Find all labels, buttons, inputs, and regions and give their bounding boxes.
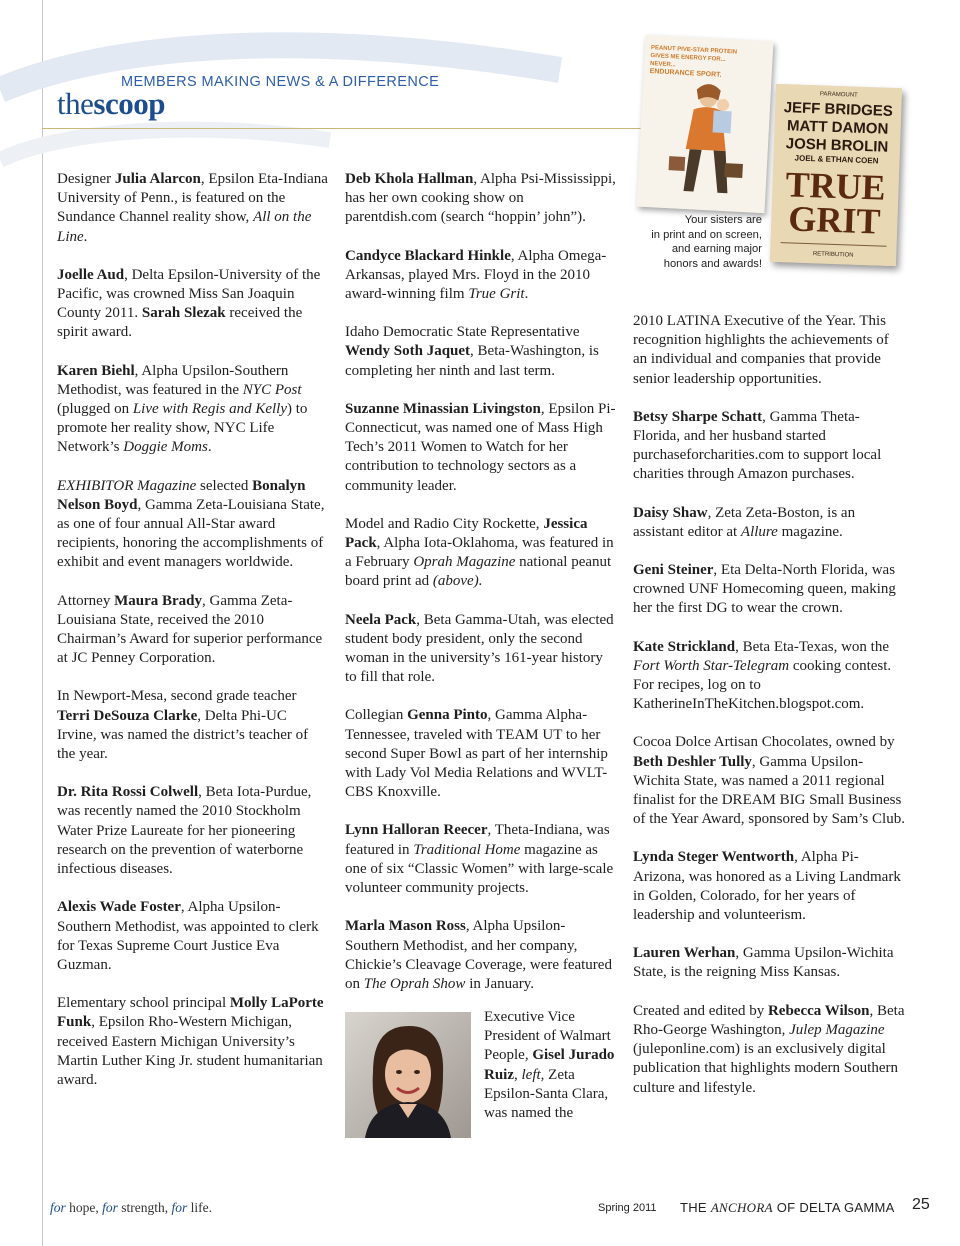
news-item — [57, 783, 329, 879]
text-run: , Beta Gamma-Utah, was elected student body president, only the second woman in the university’s 161-year history to fill that role. — [345, 611, 614, 686]
photo-caption-line: and earning major — [671, 243, 762, 255]
text-run: , Alpha Upsilon-Southern Methodist, and her company, Chickie’s Cleavage Coverage, were featured on — [345, 918, 612, 992]
text-run: selected — [196, 477, 253, 494]
member-name: Bonalyn Nelson Boyd — [57, 477, 306, 513]
member-name: Gisel Jurado Ruiz — [484, 1047, 615, 1083]
news-item — [633, 848, 905, 925]
news-item — [345, 170, 617, 228]
title-italic: left, — [521, 1066, 545, 1083]
text-run: Created and edited by — [633, 1002, 768, 1019]
news-item — [345, 821, 617, 898]
news-column-2 — [345, 170, 617, 1013]
news-item — [633, 312, 905, 389]
section-title — [57, 86, 165, 122]
ad-headline-line: PEANUT PIVE-STAR PROTEIN — [650, 45, 738, 56]
caption-text — [484, 1008, 620, 1123]
text-run: Idaho Democratic State Representative — [345, 324, 580, 341]
news-item — [345, 611, 617, 688]
news-item — [345, 917, 617, 994]
photo-caption-line: honors and awards! — [663, 257, 762, 270]
photo-caption-line: Your sisters are — [684, 214, 762, 226]
footer-mag-pre: THE — [680, 1200, 711, 1215]
text-run: , Alpha Iota-Oklahoma, was featured in a February — [345, 535, 614, 571]
tagline-for: for — [102, 1200, 118, 1215]
text-run: , Gamma Theta-Florida, and her husband started purchaseforcharities.com to support local charities through Amazon purchases. — [633, 408, 882, 483]
text-run: , Gamma Zeta-Louisiana State, as one of four annual All-Star award recipients, honoring the accomplishments of exhibit and event managers worldwide. — [57, 496, 325, 571]
member-name: Suzanne Minassian Livingston — [345, 400, 541, 417]
member-name: Terri DeSouza Clarke — [57, 707, 198, 724]
news-item — [57, 170, 329, 247]
member-name: Rebecca Wilson — [767, 1002, 870, 1019]
text-run: , Beta Iota-Purdue, was recently named the 2010 Stockholm Water Prize Laureate for her pioneering research on the prevention of waterborne infectious diseases. — [57, 784, 312, 878]
footer-magazine-name — [680, 1200, 895, 1216]
title-italic: The Oprah Show — [363, 975, 466, 992]
news-item — [57, 362, 329, 458]
tagline-strength: strength, — [117, 1200, 172, 1215]
member-name: Jessica Pack — [345, 515, 588, 552]
title-italic: Doggie Moms — [123, 439, 208, 456]
poster-actor-name: MATT DAMON — [786, 117, 889, 138]
portrait-photo-gisel-jurado-ruiz — [345, 1012, 471, 1138]
member-name: Sarah Slezak — [141, 305, 226, 322]
news-item — [633, 408, 905, 485]
ad-headline-line: ENDURANCE SPORT. — [649, 68, 722, 79]
member-name: Marla Mason Ross — [345, 918, 466, 935]
peanut-ad-magazine-photo — [637, 35, 774, 213]
text-run: (plugged on — [57, 401, 133, 418]
news-item — [633, 561, 905, 619]
text-run: magazine as one of six “Classic Women” with large-scale volunteer community projects. — [345, 841, 614, 897]
poster-title-line: GRIT — [787, 198, 882, 242]
text-run: Collegian — [345, 707, 408, 724]
member-name: Geni Steiner — [633, 562, 714, 579]
title-italic: NYC Post — [242, 381, 302, 398]
news-item — [345, 706, 617, 802]
text-run: , Beta-Washington, is completing her ninth and last term. — [345, 343, 599, 379]
text-run: , Gamma Zeta-Louisiana State, received the 2010 Chairman’s Award for superior performance at JC Penney Corporation. — [57, 592, 323, 667]
member-name: Julia Alarcon — [114, 171, 201, 187]
poster-directors: JOEL & ETHAN COEN — [794, 153, 879, 166]
member-name: Deb Khola Hallman — [345, 171, 474, 187]
tagline-for: for — [50, 1200, 66, 1215]
member-name: Kate Strickland — [633, 638, 736, 655]
text-run: , Alpha Pi-Arizona, was honored as a Living Landmark in Golden, Colorado, for her years of leadership and volunteerism. — [633, 849, 901, 924]
text-run: (juleponline.com) is an exclusively digital publication that highlights modern Southern culture and lifestyle. — [633, 1041, 898, 1096]
footer-mag-anchora: ANCHORA — [710, 1200, 773, 1215]
text-run: , Gamma Upsilon-Wichita State, is the reigning Miss Kansas. — [633, 945, 894, 981]
member-name: Candyce Blackard Hinkle — [345, 247, 511, 264]
text-run: . — [207, 439, 212, 456]
text-run: Attorney — [57, 592, 115, 609]
member-name: Daisy Shaw — [633, 504, 708, 521]
text-run: , Epsilon Rho-Western Michigan, received Eastern Michigan University’s Martin Luther King Jr. student humanitarian award. — [57, 1014, 323, 1088]
title-italic: Traditional Home — [413, 841, 521, 858]
title-italic: Live with Regis and Kelly — [132, 401, 287, 418]
member-name: Neela Pack — [345, 611, 417, 628]
text-run: In Newport-Mesa, second grade teacher — [57, 688, 297, 705]
member-name: Alexis Wade Foster — [57, 899, 181, 916]
title-italic: Julep Magazine — [789, 1021, 885, 1038]
poster-studio-text: PARAMOUNT — [819, 91, 858, 99]
member-name: Lynn Halloran Reecer — [345, 822, 488, 839]
poster-actor-name: JOSH BROLIN — [785, 135, 889, 156]
text-run: Model and Radio City Rockette, — [345, 515, 544, 532]
poster-actor-name: JEFF BRIDGES — [783, 99, 894, 120]
text-run: , Beta Eta-Texas, won the — [735, 638, 889, 655]
news-item — [57, 994, 329, 1090]
text-run: . — [83, 228, 88, 245]
text-run: , Epsilon Eta-Indiana University of Penn., is featured on the Sundance Channel reality show, — [57, 171, 328, 226]
text-run: Executive Vice President of Walmart People, — [484, 1009, 611, 1064]
member-name: Lauren Werhan — [633, 945, 736, 962]
member-name: Betsy Sharpe Schatt — [633, 408, 763, 425]
member-name: Molly LaPorte Funk — [57, 995, 324, 1031]
member-name: Genna Pinto — [407, 707, 488, 724]
title-italic: Allure — [740, 523, 778, 540]
text-run: , Gamma Alpha-Tennessee, traveled with TEAM UT to her second Super Bowl as part of her internship with Lady Vol Media Relations and WVLT-CBS Knoxville. — [345, 707, 608, 801]
title-italic: EXHIBITOR Magazine — [57, 477, 197, 494]
text-run: cooking contest. For recipes, log on to KatherineInTheKitchen.blogspot.com. — [633, 657, 892, 713]
news-item — [57, 477, 329, 573]
text-run: Designer — [57, 171, 115, 187]
title-italic: Fort Worth Star-Telegram — [633, 657, 790, 674]
tagline-life: life. — [187, 1200, 213, 1215]
portrait-caption — [484, 1008, 620, 1123]
ad-headline-line: NEVER... — [649, 61, 676, 69]
text-run: Elementary school principal — [57, 995, 230, 1012]
photo-caption — [630, 213, 762, 271]
text-run: , Theta-Indiana, was featured in — [345, 822, 610, 858]
section-title-bold: scoop — [93, 86, 165, 121]
footer-mag-post: OF DELTA GAMMA — [772, 1200, 895, 1215]
text-run: received the spirit award. — [57, 305, 303, 341]
tagline-hope: hope, — [65, 1200, 103, 1215]
news-item — [345, 515, 617, 592]
text-run: , Epsilon Pi-Connecticut, was named one of Mass High Tech’s 2011 Women to Watch for her contribution to technology sectors as a community leader. — [345, 400, 616, 494]
title-italic: (above). — [432, 573, 483, 590]
member-name: Lynda Steger Wentworth — [633, 849, 795, 866]
news-item — [345, 323, 617, 381]
section-title-light: the — [57, 86, 94, 121]
title-italic: True Grit — [468, 286, 525, 303]
text-run: , Beta Rho-George Washington, — [633, 1002, 905, 1038]
text-run: , — [514, 1066, 522, 1083]
true-grit-poster-photo — [770, 84, 902, 266]
news-column-3 — [633, 312, 905, 1117]
text-run: magazine. — [777, 523, 843, 540]
text-run: in January. — [465, 975, 535, 992]
text-run: , Alpha Upsilon-Southern Methodist, was featured in the — [57, 362, 289, 398]
news-item — [633, 1002, 905, 1098]
text-run: , Alpha Upsilon-Southern Methodist, was appointed to clerk for Texas Supreme Court Justice Eva Guzman. — [57, 899, 319, 973]
news-item — [633, 504, 905, 542]
news-item — [633, 944, 905, 982]
text-run: national peanut board print ad — [345, 554, 612, 590]
member-name: Wendy Soth Jaquet — [345, 343, 471, 360]
text-run: , Eta Delta-North Florida, was crowned UNF Homecoming queen, making her the first DG to wear the crown. — [633, 562, 896, 617]
news-column-1 — [57, 170, 329, 1109]
text-run: , Zeta Zeta-Boston, is an assistant editor at — [633, 504, 856, 540]
text-run: Zeta Epsilon-Santa Clara, was named the — [484, 1066, 609, 1122]
text-run: , Delta Epsilon-University of the Pacific, was crowned Miss San Joaquin County 2011. — [57, 266, 321, 322]
text-run: Cocoa Dolce Artisan Chocolates, owned by — [633, 734, 895, 751]
title-italic: All on the Line — [57, 209, 312, 245]
member-name: Dr. Rita Rossi Colwell — [57, 784, 199, 801]
header-rule — [42, 128, 662, 129]
news-item — [633, 733, 905, 829]
member-name: Karen Biehl — [57, 362, 135, 379]
news-item — [633, 638, 905, 715]
text-run: . — [524, 286, 529, 303]
ad-headline-line: GIVES ME ENERGY FOR... — [650, 53, 726, 63]
text-run: 2010 LATINA Executive of the Year. This recognition highlights the achievements of an individual and companies that provide senior leadership opportunities. — [633, 313, 889, 387]
text-run: , Gamma Upsilon-Wichita State, was named a 2011 regional finalist for the DREAM BIG Small Business of the Year Award, sponsored by Sam’s Club. — [633, 753, 905, 828]
news-item — [345, 400, 617, 496]
text-run: , Alpha Omega-Arkansas, played Mrs. Floyd in the 2010 award-winning film — [345, 247, 607, 303]
news-item — [57, 687, 329, 764]
title-italic: Oprah Magazine — [413, 554, 516, 571]
section-kicker: MEMBERS MAKING NEWS & A DIFFERENCE — [121, 74, 440, 90]
member-name: Maura Brady — [114, 592, 202, 609]
footer-issue-date: Spring 2011 — [598, 1202, 657, 1214]
news-item — [345, 247, 617, 305]
news-item — [57, 898, 329, 975]
member-name: Joelle Aud — [57, 266, 125, 283]
text-run: , Alpha Psi-Mississippi, has her own cooking show on parentdish.com (search “hoppin’ john”). — [345, 171, 616, 226]
page-number: 25 — [912, 1196, 930, 1213]
poster-footer-text: RETRIBUTION — [812, 251, 854, 259]
news-item — [57, 592, 329, 669]
tagline-for: for — [171, 1200, 188, 1215]
photo-caption-line: in print and on screen, — [651, 228, 762, 241]
news-item — [57, 266, 329, 343]
footer-tagline — [50, 1200, 212, 1216]
poster-title-line: TRUE — [784, 164, 887, 208]
member-name: Beth Deshler Tully — [633, 753, 752, 770]
text-run: ) to promote her reality show, NYC Life Network’s — [57, 401, 308, 456]
text-run: , Delta Phi-UC Irvine, was named the district’s teacher of the year. — [57, 707, 309, 763]
